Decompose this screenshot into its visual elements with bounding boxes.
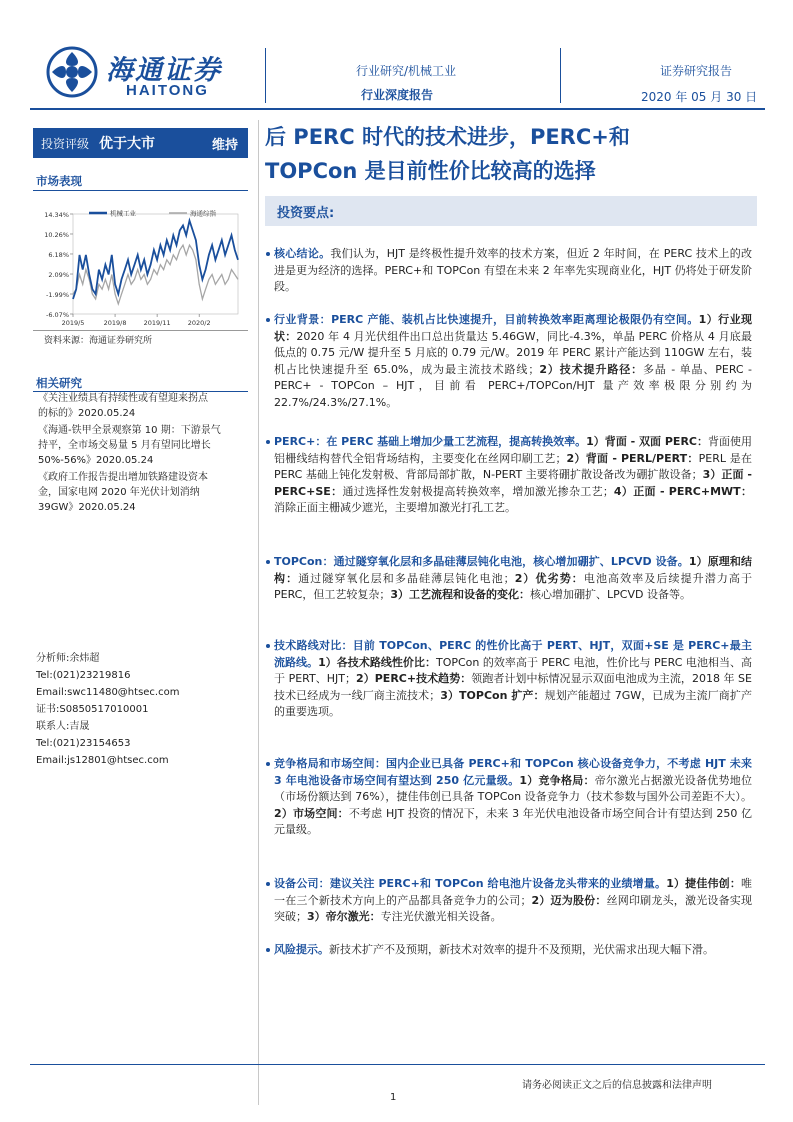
legend-label: 机械工业 bbox=[110, 209, 136, 218]
bullet-competition-market: 竞争格局和市场空间：国内企业已具备 PERC+和 TOPCon 核心设备竞争力，不考虑 HJT 未来 3 年电池设备市场空间有望达到 250 亿元量级。1）竞争格局：帝尔激光占据激光设备优势地位（市场份额达到 76%），捷佳伟创已具备 TOPCon 设备竞争力（技术参数与国外公司差距不大）。2）市场空间：不考虑 HJT 投资的情况下，未来 3 年光伏电池设备市场空间合计有望达到 250 亿元量级。 bbox=[274, 756, 752, 839]
footer-disclaimer[interactable]: 请务必阅读正文之后的信息披露和法律声明 bbox=[522, 1080, 712, 1091]
contact-name: 联系人:吉晟 bbox=[36, 721, 90, 732]
x-tick-label: 2019/11 bbox=[143, 319, 171, 327]
page-title bbox=[265, 120, 765, 188]
related-item[interactable]: 《海通-铁甲全景观察第 10 期：下游景气 持平，全市场交易量 5 月有望同比增长 50%-56%》2020.05.24 bbox=[38, 425, 221, 466]
title-line-1: 后 PERC 时代的技术进步，PERC+和 bbox=[265, 125, 630, 149]
market-heading: 市场表现 bbox=[36, 174, 82, 188]
bullet-industry-background: 行业背景：PERC 产能、装机占比快速提升，目前转换效率距离理论极限仍有空间。1）行业现状：2020 年 4 月光伏组件出口总出货量达 5.46GW，同比-4.3%，单晶 PERC 价格从 4 月底最低点的 0.75 元/W 提升至 5 月底的 0.79 元/W。2019 年 PERC 累计产能达到 110GW 左右，装机占比快速提升至 65.0%，成为最主流技术路线；2）技术提升路径：多晶 - 单晶、PERC - PERC+ - TOPCon – HJT，目前看 PERC+/TOPCon/HJT 量产效率极限分别约为 22.7%/24.3%/27.1%。 bbox=[274, 312, 752, 411]
x-tick-label: 2019/5 bbox=[61, 319, 85, 327]
logo-emblem-icon bbox=[46, 46, 98, 98]
related-list bbox=[38, 391, 248, 515]
bullet-perc-plus: PERC+：在 PERC 基础上增加少量工艺流程，提高转换效率。1）背面 - 双面 PERC：背面使用铝栅线结构替代全铝背场结构，主要变化在丝网印刷工艺；2）背面 - PERL/PERT：PERL 是在 PERC 基础上钝化发射极、背部局部扩散，N-PERT 主要将硼扩散设备改为硼扩散设备；3）正面 - PERC+SE：通过选择性发射极提高转换效率，增加激光掺杂工艺；4）正面 - PERC+MWT：消除正面主栅减少遮光，主要增加激光打孔工艺。 bbox=[274, 434, 752, 517]
y-tick-label: -1.99% bbox=[46, 291, 69, 300]
logo-text-cn: 海通证券 bbox=[106, 55, 222, 86]
logo-text-en: HAITONG bbox=[126, 82, 209, 99]
header-category: 行业研究/机械工业 bbox=[356, 64, 457, 78]
bullet-equipment-companies: 设备公司：建议关注 PERC+和 TOPCon 给电池片设备龙头带来的业绩增量。1）捷佳伟创：唯一在三个新技术方向上的产品都具备竞争力的公司；2）迈为股份：丝网印刷龙头，激光设备实现突破；3）帝尔激光：专注光伏激光相关设备。 bbox=[274, 876, 752, 926]
footer-divider bbox=[30, 1064, 765, 1065]
rating-box bbox=[33, 128, 248, 158]
y-tick-label: 10.26% bbox=[44, 230, 69, 239]
analyst-contacts bbox=[36, 650, 246, 769]
related-item[interactable]: 《政府工作报告提出增加铁路建设资本 金，国家电网 2020 年光伏计划消纳 39GW》2020.05.24 bbox=[38, 472, 208, 513]
section-title: 投资要点: bbox=[265, 196, 757, 226]
analyst-name: 分析师:余炜超 bbox=[36, 653, 100, 664]
x-tick-label: 2019/8 bbox=[103, 319, 127, 327]
header-divider bbox=[30, 108, 765, 110]
rating-status: 维持 bbox=[211, 137, 238, 153]
market-chart bbox=[33, 200, 248, 330]
header-date: 2020 年 05 月 30 日 bbox=[641, 90, 758, 104]
analyst-cert: 证书:S0850517010001 bbox=[36, 704, 149, 715]
title-line-2: TOPCon 是目前性价比较高的选择 bbox=[265, 159, 596, 183]
related-heading: 相关研究 bbox=[36, 376, 82, 390]
legend-label: 海通综指 bbox=[190, 209, 216, 218]
chart-source: 资料来源：海通证券研究所 bbox=[44, 336, 153, 346]
bullet-risk: 风险提示。新技术扩产不及预期，新技术对效率的提升不及预期，光伏需求出现大幅下滑。 bbox=[274, 942, 752, 959]
column-separator bbox=[258, 120, 259, 1105]
chart-plot-area bbox=[73, 214, 238, 314]
analyst-email[interactable]: Email:swc11480@htsec.com bbox=[36, 687, 180, 698]
contact-email[interactable]: Email:js12801@htsec.com bbox=[36, 755, 169, 766]
y-tick-label: 14.34% bbox=[44, 211, 69, 219]
page-number: 1 bbox=[390, 1092, 397, 1103]
header-report-class: 证券研究报告 bbox=[660, 64, 733, 78]
analyst-tel: Tel:(021)23219816 bbox=[36, 670, 131, 681]
y-tick-label: -6.07% bbox=[46, 311, 69, 319]
company-logo bbox=[40, 42, 255, 102]
rating-label: 投资评级 bbox=[41, 136, 90, 151]
contact-tel: Tel:(021)23154653 bbox=[36, 738, 131, 749]
rating-value: 优于大市 bbox=[99, 136, 156, 152]
y-tick-label: 2.09% bbox=[48, 271, 69, 280]
related-item[interactable]: 《关注业绩具有持续性或有望迎来拐点 的标的》2020.05.24 bbox=[38, 393, 208, 419]
bullet-tech-comparison: 技术路线对比：目前 TOPCon、PERC 的性价比高于 PERT、HJT，双面+SE 是 PERC+最主流路线。1）各技术路线性价比：TOPCon 的效率高于 PERC 电池，性价比与 PERC 电池相当、高于 PERT、HJT；2）PERC+技术趋势：领跑者计划中标情况显示双面电池成为主流，2018 年 SE 技术已经成为一线厂商主流技术；3）TOPCon 扩产：规划产能超过 7GW，已成为主流厂商扩产的重要选项。 bbox=[274, 638, 752, 721]
bullet-core-conclusion: 核心结论。我们认为，HJT 是终极性提升效率的技术方案，但近 2 年时间，在 PERC 技术上的改进是更为经济的选择。PERC+和 TOPCon 有望在未来 2 年率先实现商业化，HJT 仍将处于研发阶段。 bbox=[274, 246, 752, 296]
y-tick-label: 6.18% bbox=[48, 250, 69, 259]
x-tick-label: 2020/2 bbox=[187, 319, 211, 327]
bullet-topcon: TOPCon：通过隧穿氧化层和多晶硅薄层钝化电池，核心增加硼扩、LPCVD 设备。1）原理和结构：通过隧穿氧化层和多晶硅薄层钝化电池；2）优劣势：电池高效率及后续提升潜力高于 PERC，但工艺较复杂；3）工艺流程和设备的变化：核心增加硼扩、LPCVD 设备等。 bbox=[274, 554, 752, 604]
header-report-type: 行业深度报告 bbox=[361, 88, 434, 102]
